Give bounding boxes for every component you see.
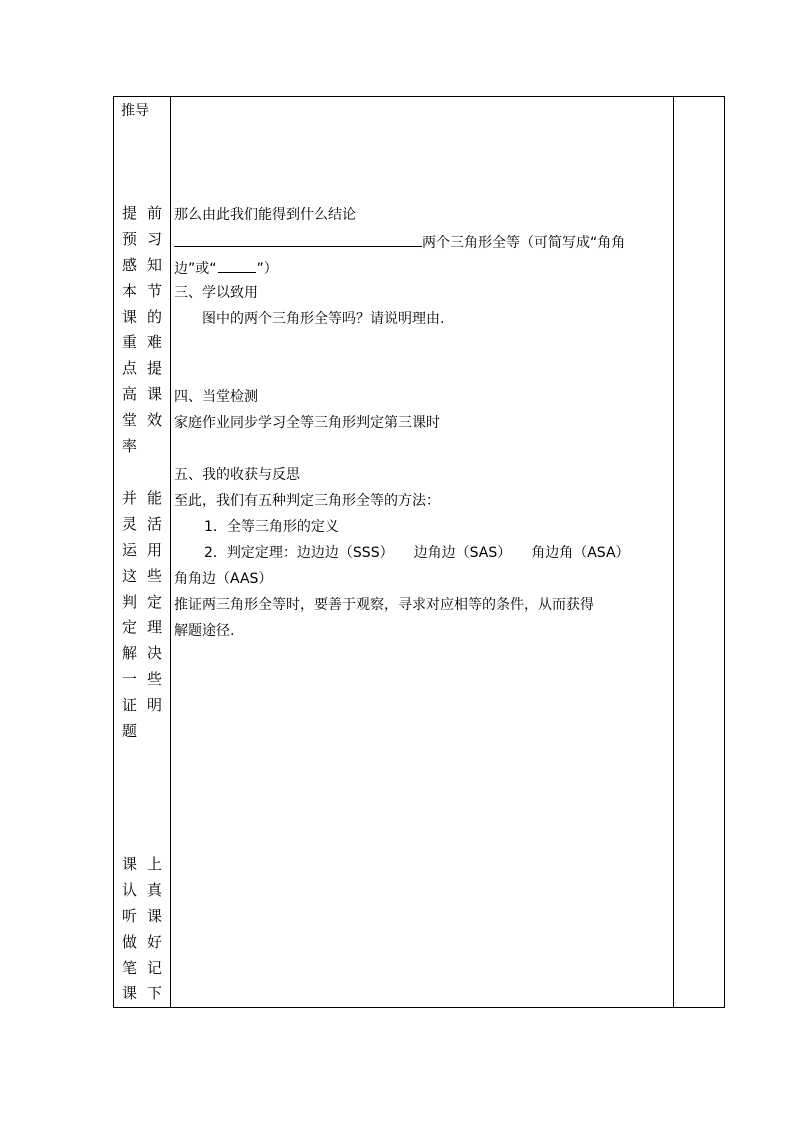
guidance-char: 理 [146, 618, 162, 637]
guidance-char: 一 [121, 670, 137, 689]
guidance-char: 上 [146, 855, 162, 873]
guidance-char: 本 [121, 281, 137, 300]
abbrev-blank[interactable] [218, 257, 256, 273]
guidance-row [117, 590, 167, 616]
method-asa: 角边角（ASA） [531, 545, 630, 561]
method-sas: 边角边（SAS） [413, 545, 512, 561]
guidance-char: 灵 [121, 514, 137, 533]
guidance-char: 听 [121, 906, 137, 925]
guidance-char: 些 [146, 566, 162, 585]
summary-intro: 至此，我们有五种判定三角形全等的方法： [174, 493, 440, 509]
conclusion-tail: 两个三角形全等（可简写成“角角 [422, 235, 626, 251]
guidance-row [117, 382, 167, 408]
guidance-row [117, 279, 167, 305]
guidance-char: 课 [146, 906, 162, 925]
guidance-char: 证 [121, 696, 137, 715]
guidance-row [117, 356, 167, 382]
guidance-char: 些 [146, 670, 162, 689]
guidance-char: 的 [146, 307, 162, 326]
guidance-row [117, 956, 167, 982]
guidance-row [117, 253, 167, 279]
guidance-row [117, 641, 167, 667]
method-1: 1．全等三角形的定义 [204, 519, 339, 535]
guidance-char: 能 [146, 489, 162, 507]
guidance-char: 预 [121, 229, 137, 248]
conclusion-line [174, 231, 625, 253]
guidance-row [117, 201, 167, 227]
guidance-char [142, 434, 167, 460]
guidance-row [117, 434, 167, 460]
guidance-row [117, 878, 167, 904]
guidance-char: 活 [146, 514, 162, 533]
column-divider-right [673, 97, 674, 1007]
guidance-notes [117, 852, 167, 1007]
section4-homework: 家庭作业同步学习全等三角形判定第三课时 [174, 415, 440, 431]
guidance-char: 用 [146, 540, 162, 559]
guidance-char: 题 [121, 722, 137, 741]
guidance-row [117, 408, 167, 434]
guidance-row [117, 930, 167, 956]
guidance-char: 记 [146, 958, 162, 977]
guidance-row [117, 667, 167, 693]
section5-title: 五、我的收获与反思 [174, 467, 300, 483]
guidance-char: 习 [146, 229, 162, 248]
guidance-char: 课 [121, 307, 137, 326]
guidance-char: 这 [121, 566, 137, 585]
guidance-char: 前 [146, 204, 162, 222]
abbreviation-line [174, 257, 278, 279]
guidance-char: 定 [121, 618, 137, 637]
guidance-char: 运 [121, 540, 137, 559]
section4-title: 四、当堂检测 [174, 389, 258, 405]
guidance-char: 效 [146, 411, 162, 430]
guidance-char: 下 [146, 984, 162, 1003]
guidance-char [142, 719, 167, 745]
guidance-row [117, 615, 167, 641]
conclusion-blank[interactable] [174, 231, 422, 247]
guidance-char: 课 [121, 984, 137, 1003]
guidance-char: 认 [121, 880, 137, 899]
section3-question: 图中的两个三角形全等吗？请说明理由. [202, 311, 445, 327]
guidance-char: 点 [121, 359, 137, 378]
guidance-char: 好 [146, 932, 162, 951]
guidance-char: 节 [146, 281, 162, 300]
guidance-char: 课 [146, 385, 162, 404]
guidance-column [114, 97, 170, 1007]
guidance-row [117, 564, 167, 590]
guidance-char: 提 [146, 359, 162, 378]
guidance-row [117, 693, 167, 719]
method-2 [174, 543, 630, 563]
guidance-char: 定 [146, 592, 162, 611]
guidance-row [117, 904, 167, 930]
section3-title: 三、学以致用 [174, 285, 258, 301]
heading-derivation: 推导 [121, 103, 149, 119]
guidance-char: 明 [146, 696, 162, 715]
guidance-char: 知 [146, 255, 162, 274]
conclusion-question: 那么由此我们能得到什么结论 [174, 207, 356, 223]
guidance-preview [117, 201, 167, 460]
guidance-char: 感 [121, 255, 137, 274]
guidance-row [117, 227, 167, 253]
abbrev-start: 边”或“ [174, 261, 217, 277]
guidance-char: 决 [146, 644, 162, 663]
guidance-char: 课 [121, 855, 137, 873]
guidance-row [117, 486, 167, 512]
abbrev-end: ”） [256, 261, 278, 277]
closing-line-1: 推证两三角形全等时，要善于观察，寻求对应相等的条件，从而获得 [174, 597, 594, 613]
method-2-prefix: 2．判定定理： [204, 545, 297, 561]
guidance-char: 真 [146, 880, 162, 899]
method-aas: 角角边（AAS） [174, 571, 273, 587]
guidance-char: 率 [121, 437, 137, 456]
guidance-row [117, 852, 167, 878]
guidance-row [117, 538, 167, 564]
closing-line-2: 解题途径. [174, 623, 235, 639]
guidance-char: 做 [121, 932, 137, 951]
guidance-char: 判 [121, 592, 137, 611]
guidance-row [117, 330, 167, 356]
guidance-row [117, 981, 167, 1007]
guidance-char: 重 [121, 333, 137, 352]
guidance-char: 难 [146, 333, 162, 352]
guidance-application [117, 486, 167, 745]
guidance-row [117, 305, 167, 331]
guidance-char: 并 [121, 489, 137, 507]
lesson-table [113, 96, 725, 1008]
guidance-row [117, 719, 167, 745]
guidance-row [117, 512, 167, 538]
guidance-char: 笔 [121, 958, 137, 977]
guidance-char: 堂 [121, 411, 137, 430]
guidance-char: 高 [121, 385, 137, 404]
guidance-char: 解 [121, 644, 137, 663]
guidance-char: 提 [121, 204, 137, 222]
column-divider-left [170, 97, 171, 1007]
method-sss: 边边边（SSS） [296, 545, 394, 561]
